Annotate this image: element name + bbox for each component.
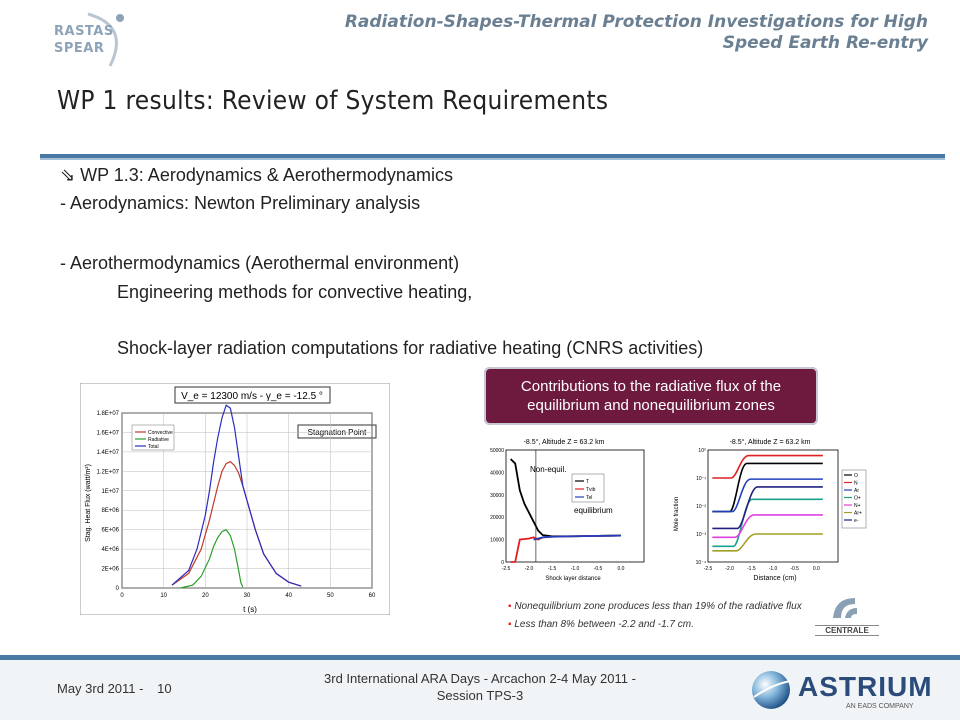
bullet-text: WP 1.3: Aerodynamics & Aerothermodynamics [80, 165, 453, 185]
chart3-legend-label: Ar [854, 488, 859, 494]
chart2-xtick-label: -0.5 [593, 566, 603, 572]
chart1-xtick-label: 60 [368, 593, 376, 599]
chart3-series-n [712, 456, 823, 478]
project-title-line-2: Speed Earth Re-entry [722, 33, 928, 53]
title-divider-light [40, 158, 945, 160]
chart3-xtick-label: 0.0 [812, 566, 820, 572]
bullet-wp13 [60, 165, 453, 186]
centrale-label: CENTRALE [815, 625, 879, 636]
line-shock-layer: Shock-layer radiation computations for radiative heating (CNRS activities) [117, 338, 704, 358]
chart2-ytick-label: 20000 [490, 515, 504, 522]
chart3-axes [696, 448, 838, 572]
chart1-ytick-label: 1.6E+07 [96, 430, 119, 437]
chart3-xlabel: Distance (cm) [753, 575, 797, 582]
chart2-ytick-label: 30000 [490, 492, 504, 499]
centrale-emblem-icon [815, 592, 879, 626]
chart3-ylabel: Mole fraction [674, 496, 680, 532]
chart3-ytick-label: 10⁻¹ [696, 476, 706, 482]
chart2-xtick-label: -2.0 [524, 566, 534, 572]
chart2-ytick-label: 10000 [490, 537, 504, 544]
footer-event [280, 670, 680, 704]
chart3-xtick-label: -2.5 [703, 566, 713, 572]
arrow-bullet-icon: ⇘ [60, 165, 76, 185]
chart3-series-arplus [712, 534, 823, 551]
note-bullet-icon: ▪ [508, 619, 515, 630]
chart3-series-eminus [712, 487, 823, 528]
chart2-legend-label: T [586, 479, 590, 485]
note-2 [508, 616, 802, 634]
footer-event-line-2: Session TPS-3 [436, 688, 524, 703]
chart3-xtick-label: -1.0 [768, 566, 778, 572]
chart1-ytick-label: 4E+06 [101, 547, 119, 554]
line-aerodynamics: - Aerodynamics: Newton Preliminary analysis [60, 193, 421, 213]
chart3-series [712, 456, 823, 551]
chart2-legend-label: Tel [586, 495, 593, 501]
chart1-xtick-label: 20 [201, 593, 209, 599]
chart1-ytick-label: 2E+06 [101, 566, 119, 573]
chart3-series-oplus [712, 499, 823, 546]
footer-date-text: May 3rd 2011 - [57, 681, 144, 696]
chart2-series-tvib [511, 536, 621, 562]
chart3-ytick-label: 10⁻³ [696, 532, 706, 538]
chart3-legend-label: e- [854, 518, 859, 524]
chart3-legend-label: N [854, 480, 858, 487]
rastas-spear-logo [10, 6, 135, 68]
chart2-annotation-eq: equilibrium [574, 506, 613, 515]
chart1-frame [80, 383, 390, 615]
chart3-title: -8.5°, Altitude Z = 63.2 km [729, 439, 811, 446]
chart2-title: -8.5°, Altitude Z = 63.2 km [523, 439, 605, 446]
chart2-ytick-label: 0 [501, 560, 504, 566]
footer-event-line-1: 3rd International ARA Days - Arcachon 2-4 May 2011 - [324, 671, 636, 686]
chart2-legend-label: Tvib [586, 487, 596, 493]
line-engineering-methods: Engineering methods for convective heating, [117, 282, 473, 302]
heat-flux-chart [80, 383, 390, 615]
chart2-ytick-label: 40000 [490, 470, 504, 477]
note-bullet-icon: ▪ [508, 601, 515, 612]
chart1-legend-label: Total [148, 444, 159, 450]
note-1 [508, 598, 802, 616]
chart2-xlabel: Shock layer distance [545, 576, 601, 582]
chart3-ytick-label: 10⁻⁴ [695, 560, 706, 566]
astrium-logo [748, 667, 948, 713]
note-2-text: Less than 8% between -2.2 and -1.7 cm. [514, 619, 694, 630]
centrale-logo [815, 592, 879, 642]
chart2-xtick-label: 0.0 [617, 566, 625, 572]
chart1-legend-label: Radiative [148, 437, 169, 443]
chart1-xtick-label: 0 [120, 593, 124, 599]
chart3-series-ar [712, 479, 823, 511]
note-1-text: Nonequilibrium zone produces less than 19% of the radiative flux [514, 601, 802, 612]
chart3-legend-label: N+ [854, 503, 861, 509]
chart3-legend-label: O [854, 473, 858, 479]
page-number: 10 [157, 681, 172, 696]
line-aerothermodynamics: - Aerothermodynamics (Aerothermal environment) [60, 253, 460, 273]
chart1-xtick-label: 50 [326, 593, 334, 599]
footer-date [57, 681, 172, 696]
chart1-ytick-label: 8E+06 [101, 508, 119, 515]
chart1-ytick-label: 6E+06 [101, 527, 119, 534]
chart2-xtick-label: -2.5 [501, 566, 511, 572]
logo-line-2: SPEAR [54, 41, 105, 56]
astrium-tagline: AN EADS COMPANY [846, 703, 914, 710]
chart1-ytick-label: 1.8E+07 [96, 411, 119, 417]
chart3-plot-area [708, 450, 838, 562]
chart3-xtick-label: -0.5 [790, 566, 799, 572]
chart1-ytick-label: 1E+07 [101, 488, 119, 495]
chart3-ytick-label: 10⁻² [696, 504, 706, 510]
temperature-chart [468, 434, 660, 584]
chart1-ytick-label: 0 [115, 586, 119, 592]
chart1-xlabel: t (s) [243, 605, 257, 614]
mole-fraction-chart [670, 434, 870, 584]
chart2-ytick-label: 50000 [490, 448, 504, 454]
chart2-xtick-label: -1.5 [547, 566, 557, 572]
chart2-xtick-label: -1.0 [570, 566, 580, 572]
astrium-wordmark: ASTRIUM [798, 671, 933, 702]
chart3-legend-label: Ar+ [854, 510, 862, 517]
chart2-annotation-noneq: Non-equil. [530, 465, 567, 474]
chart2-series-tel [534, 536, 621, 540]
chart1-title: V_e = 12300 m/s - γ_e = -12.5 ° [181, 391, 323, 402]
chart3-xtick-label: -2.0 [725, 566, 734, 572]
chart1-annotation: Stagnation Point [307, 428, 367, 437]
chart1-legend-label: Convective [148, 430, 173, 436]
chart-notes [508, 598, 802, 634]
chart1-xtick-label: 10 [160, 593, 168, 599]
chart3-legend-label: O+ [854, 495, 861, 502]
chart1-ylabel: Stag. Heat Flux (watt/m²) [85, 464, 92, 542]
chart3-ytick-label: 10⁰ [698, 448, 706, 454]
astrium-globe-icon [748, 667, 794, 713]
project-title-line-1: Radiation-Shapes-Thermal Protection Investigations for High [344, 12, 928, 32]
chart1-xtick-label: 30 [243, 593, 251, 599]
chart1-ytick-label: 1.2E+07 [96, 469, 119, 476]
callout-box: Contributions to the radiative flux of the equilibrium and nonequilibrium zones [484, 367, 818, 425]
chart2-axes [490, 448, 644, 572]
slide-title: WP 1 results: Review of System Requirements [57, 86, 609, 116]
chart1-xtick-label: 40 [285, 593, 293, 599]
chart3-xtick-label: -1.5 [747, 566, 756, 572]
project-title [328, 12, 928, 54]
logo-line-1: RASTAS [54, 24, 114, 39]
chart1-ytick-label: 1.4E+07 [96, 449, 119, 456]
